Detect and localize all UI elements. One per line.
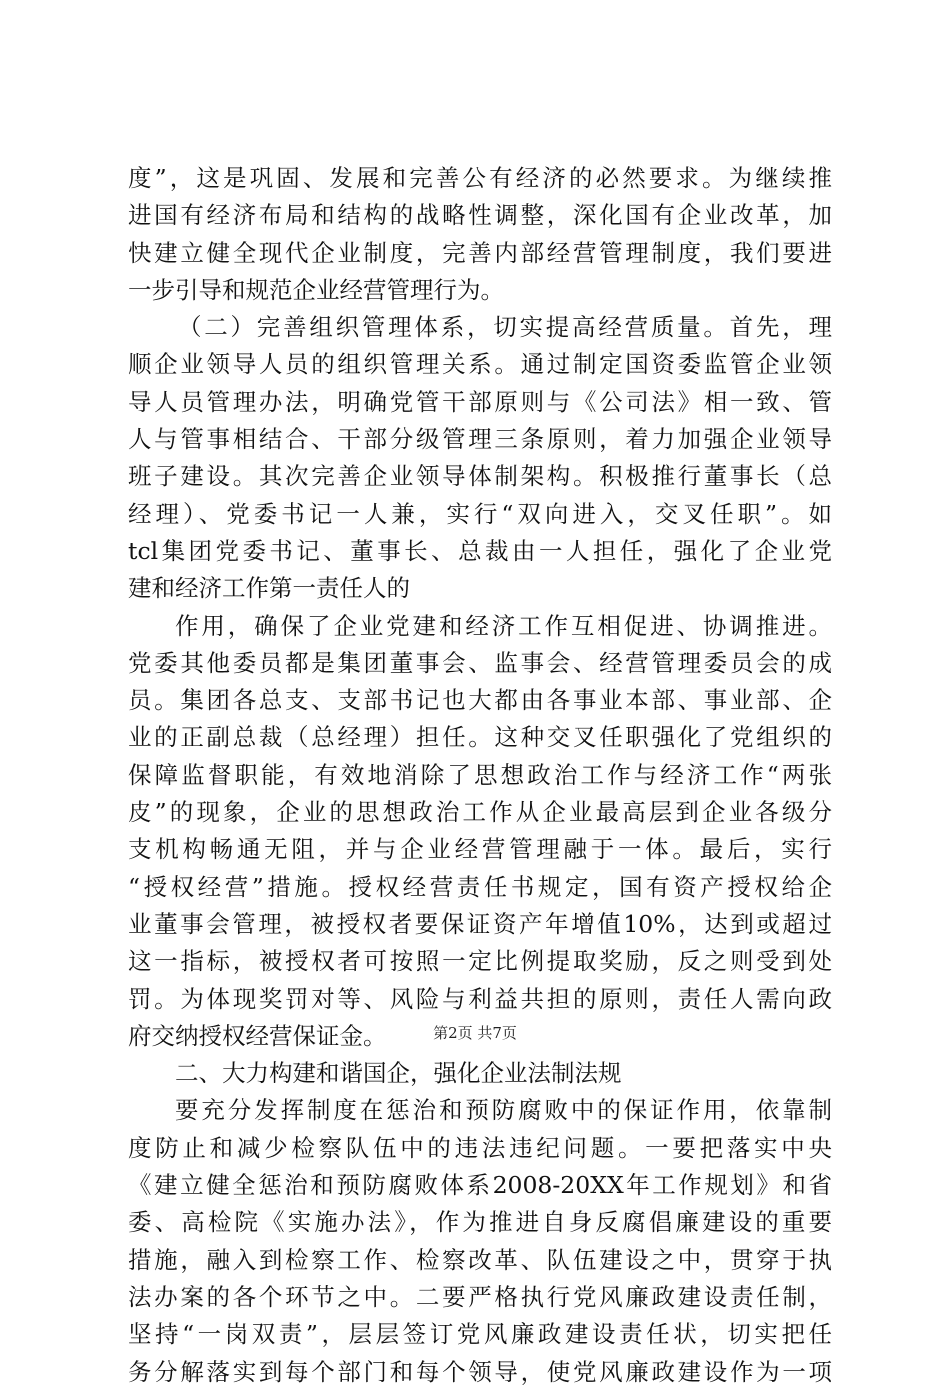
text-line: 度”，这是巩固、发展和完善公有经济的必然要求。为继续推 [128, 164, 832, 192]
document-body [128, 160, 832, 1391]
section-paragraph-start: （二）完善组织管理体系，切实提高经营质量。首先，理 [178, 313, 832, 342]
text-line: 党委其他委员都是集团董事会、监事会、经营管理委员会的成 [128, 648, 832, 677]
text-line: 经理）、党委书记一人兼，实行“双向进入，交叉任职”。如 [128, 499, 832, 528]
text-line: 府交纳授权经营保证金。 [128, 1021, 387, 1050]
text-line: 坚持“一岗双责”，层层签订党风廉政建设责任状，切实把任 [128, 1320, 832, 1349]
text-line: 一步引导和规范企业经营管理行为。 [128, 275, 504, 304]
paragraph-start: 要充分发挥制度在惩治和预防腐败中的保证作用，依靠制 [175, 1096, 832, 1125]
text-line: 支机构畅通无阻，并与企业经营管理融于一体。最后，实行 [128, 835, 832, 864]
text-line: tcl集团党委书记、董事长、总裁由一人担任，强化了企业党 [128, 536, 832, 565]
text-line: “授权经营”措施。授权经营责任书规定，国有资产授权给企 [128, 872, 832, 901]
text-line: 度防止和减少检察队伍中的违法违纪问题。一要把落实中央 [128, 1133, 832, 1162]
text-line: 顺企业领导人员的组织管理关系。通过制定国资委监管企业领 [128, 350, 832, 379]
text-line: 员。集团各总支、支部书记也大都由各事业本部、事业部、企 [128, 686, 832, 715]
text-line: 建和经济工作第一责任人的 [128, 574, 410, 603]
text-line: 业的正副总裁（总经理）担任。这种交叉任职强化了党组织的 [128, 723, 832, 752]
text-line: 快建立健全现代企业制度，完善内部经营管理制度，我们要进 [128, 238, 832, 267]
text-line: 委、高检院《实施办法》，作为推进自身反腐倡廉建设的重要 [128, 1208, 832, 1237]
text-line: 导人员管理办法，明确党管干部原则与《公司法》相一致、管 [128, 387, 832, 416]
text-line: 皮”的现象，企业的思想政治工作从企业最高层到企业各级分 [128, 798, 832, 827]
page-number-footer: 第2页 共7页 [433, 1024, 517, 1042]
text-line: 务分解落实到每个部门和每个领导，使党风廉政建设作为一项 [128, 1357, 832, 1386]
text-line: 进国有经济布局和结构的战略性调整，深化国有企业改革，加 [128, 201, 832, 230]
text-line: 班子建设。其次完善企业领导体制架构。积极推行董事长（总 [128, 462, 832, 491]
text-line: 保障监督职能，有效地消除了思想政治工作与经济工作“两张 [128, 760, 832, 789]
text-line: 措施，融入到检察工作、检察改革、队伍建设之中，贯穿于执 [128, 1245, 832, 1274]
text-line: 这一指标，被授权者可按照一定比例提取奖励，反之则受到处 [128, 947, 832, 976]
section-heading: 二、大力构建和谐国企，强化企业法制法规 [175, 1059, 622, 1088]
text-line: 《建立健全惩治和预防腐败体系2008-20XX年工作规划》和省 [128, 1171, 832, 1200]
text-line: 罚。为体现奖罚对等、风险与利益共担的原则，责任人需向政 [128, 984, 832, 1013]
paragraph-start: 作用，确保了企业党建和经济工作互相促进、协调推进。 [175, 611, 832, 640]
text-line: 法办案的各个环节之中。二要严格执行党风廉政建设责任制， [128, 1282, 832, 1311]
text-line: 业董事会管理，被授权者要保证资产年增值10%，达到或超过 [128, 909, 832, 938]
text-line: 人与管事相结合、干部分级管理三条原则，着力加强企业领导 [128, 425, 832, 454]
